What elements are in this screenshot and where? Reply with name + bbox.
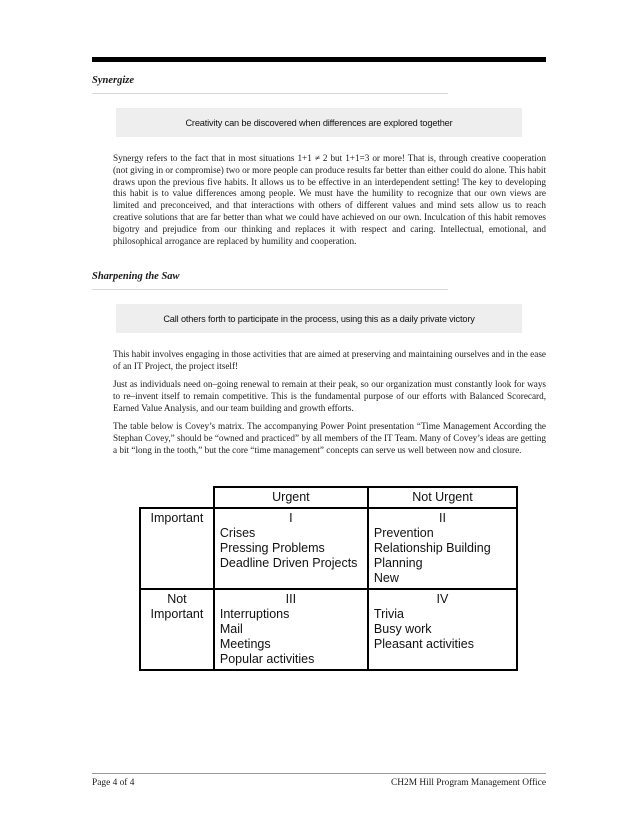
quadrant-item: Planning — [373, 556, 423, 570]
quadrant-cell — [214, 508, 368, 589]
table-header-row — [140, 487, 517, 508]
quadrant-item: New — [373, 571, 399, 585]
quadrant-cell — [368, 589, 517, 670]
body-paragraph: This habit involves engaging in those activities that are aimed at preserving and maintaining ourselves and in the ease of an IT Project, the project itself! — [113, 349, 546, 371]
body-paragraph: Just as individuals need on–going renewal to remain at their peak, so our organization must constantly look for ways to re–invent itself to remain competitive. This is the fundamental purpose of our efforts with Balanced Scorecard, Earned Value Analysis, and our team building and growth efforts. — [113, 379, 546, 413]
table-row — [140, 508, 517, 589]
body-paragraph: The table below is Covey’s matrix. The accompanying Power Point presentation “Time Management According the Stephan Covey,” should be “owned and practiced” by all members of the IT Team. Many of Covey’s ideas are getting a bit “long in the tooth,” but the core “time management” concepts can serve us well between now and closure. — [113, 421, 546, 455]
table-row — [140, 589, 517, 670]
row-label-not-important: Not Important — [140, 589, 214, 670]
quadrant-cell — [214, 589, 368, 670]
callout-box: Creativity can be discovered when differences are explored together — [116, 108, 522, 137]
quadrant-numeral: IV — [436, 592, 449, 606]
quadrant-numeral: II — [438, 511, 446, 525]
quadrant-numeral: I — [289, 511, 293, 525]
page-number: Page 4 of 4 — [92, 778, 135, 788]
quadrant-item: Crises — [219, 526, 256, 540]
quadrant-item: Pleasant activities — [373, 637, 474, 651]
quadrant-item: Pressing Problems — [219, 541, 325, 555]
quadrant-item: Trivia — [373, 607, 404, 621]
quadrant-item: Interruptions — [219, 607, 290, 621]
quadrant-item: Mail — [219, 622, 243, 636]
quadrant-numeral: III — [285, 592, 297, 606]
col-header-urgent: Urgent — [214, 487, 368, 508]
empty-corner-cell — [140, 487, 214, 508]
body-paragraph: Synergy refers to the fact that in most situations 1+1 ≠ 2 but 1+1=3 or more! That is, through creative cooperation (not giving in or compromise) two or more people can produce results far better than either could do alone. This habit draws upon the previous five habits. It allows us to be effective in an interdependent setting! The key to developing this habit is to value differences among people. We must have the humility to recognize that our own views are limited and preconceived, and that interactions with others of different values and mind sets allow us to reach creative solutions that are far better than what we could have achieved on our own. Inculcation of this habit removes bigotry and prejudice from our thinking and replaces it with respect and caring. Intellectual, emotional, and philosophical arrogance are replaced by humility and cooperation. — [113, 153, 546, 246]
callout-box: Call others forth to participate in the process, using this as a daily private victory — [116, 304, 522, 333]
heading-divider — [92, 289, 448, 290]
header-rule — [92, 57, 546, 62]
quadrant-item: Prevention — [373, 526, 434, 540]
section-heading-sharpening-saw: Sharpening the Saw — [92, 271, 180, 282]
heading-divider — [92, 93, 448, 94]
quadrant-item: Meetings — [219, 637, 271, 651]
section-heading-synergize: Synergize — [92, 75, 134, 86]
quadrant-item: Deadline Driven Projects — [219, 556, 358, 570]
quadrant-item: Busy work — [373, 622, 432, 636]
quadrant-item: Relationship Building — [373, 541, 491, 555]
footer-office-name: CH2M Hill Program Management Office — [390, 778, 546, 788]
quadrant-cell — [368, 508, 517, 589]
row-label-important: Important — [140, 508, 214, 589]
footer-rule — [92, 773, 546, 774]
covey-matrix-table — [139, 486, 518, 671]
col-header-not-urgent: Not Urgent — [368, 487, 517, 508]
quadrant-item: Popular activities — [219, 652, 315, 666]
